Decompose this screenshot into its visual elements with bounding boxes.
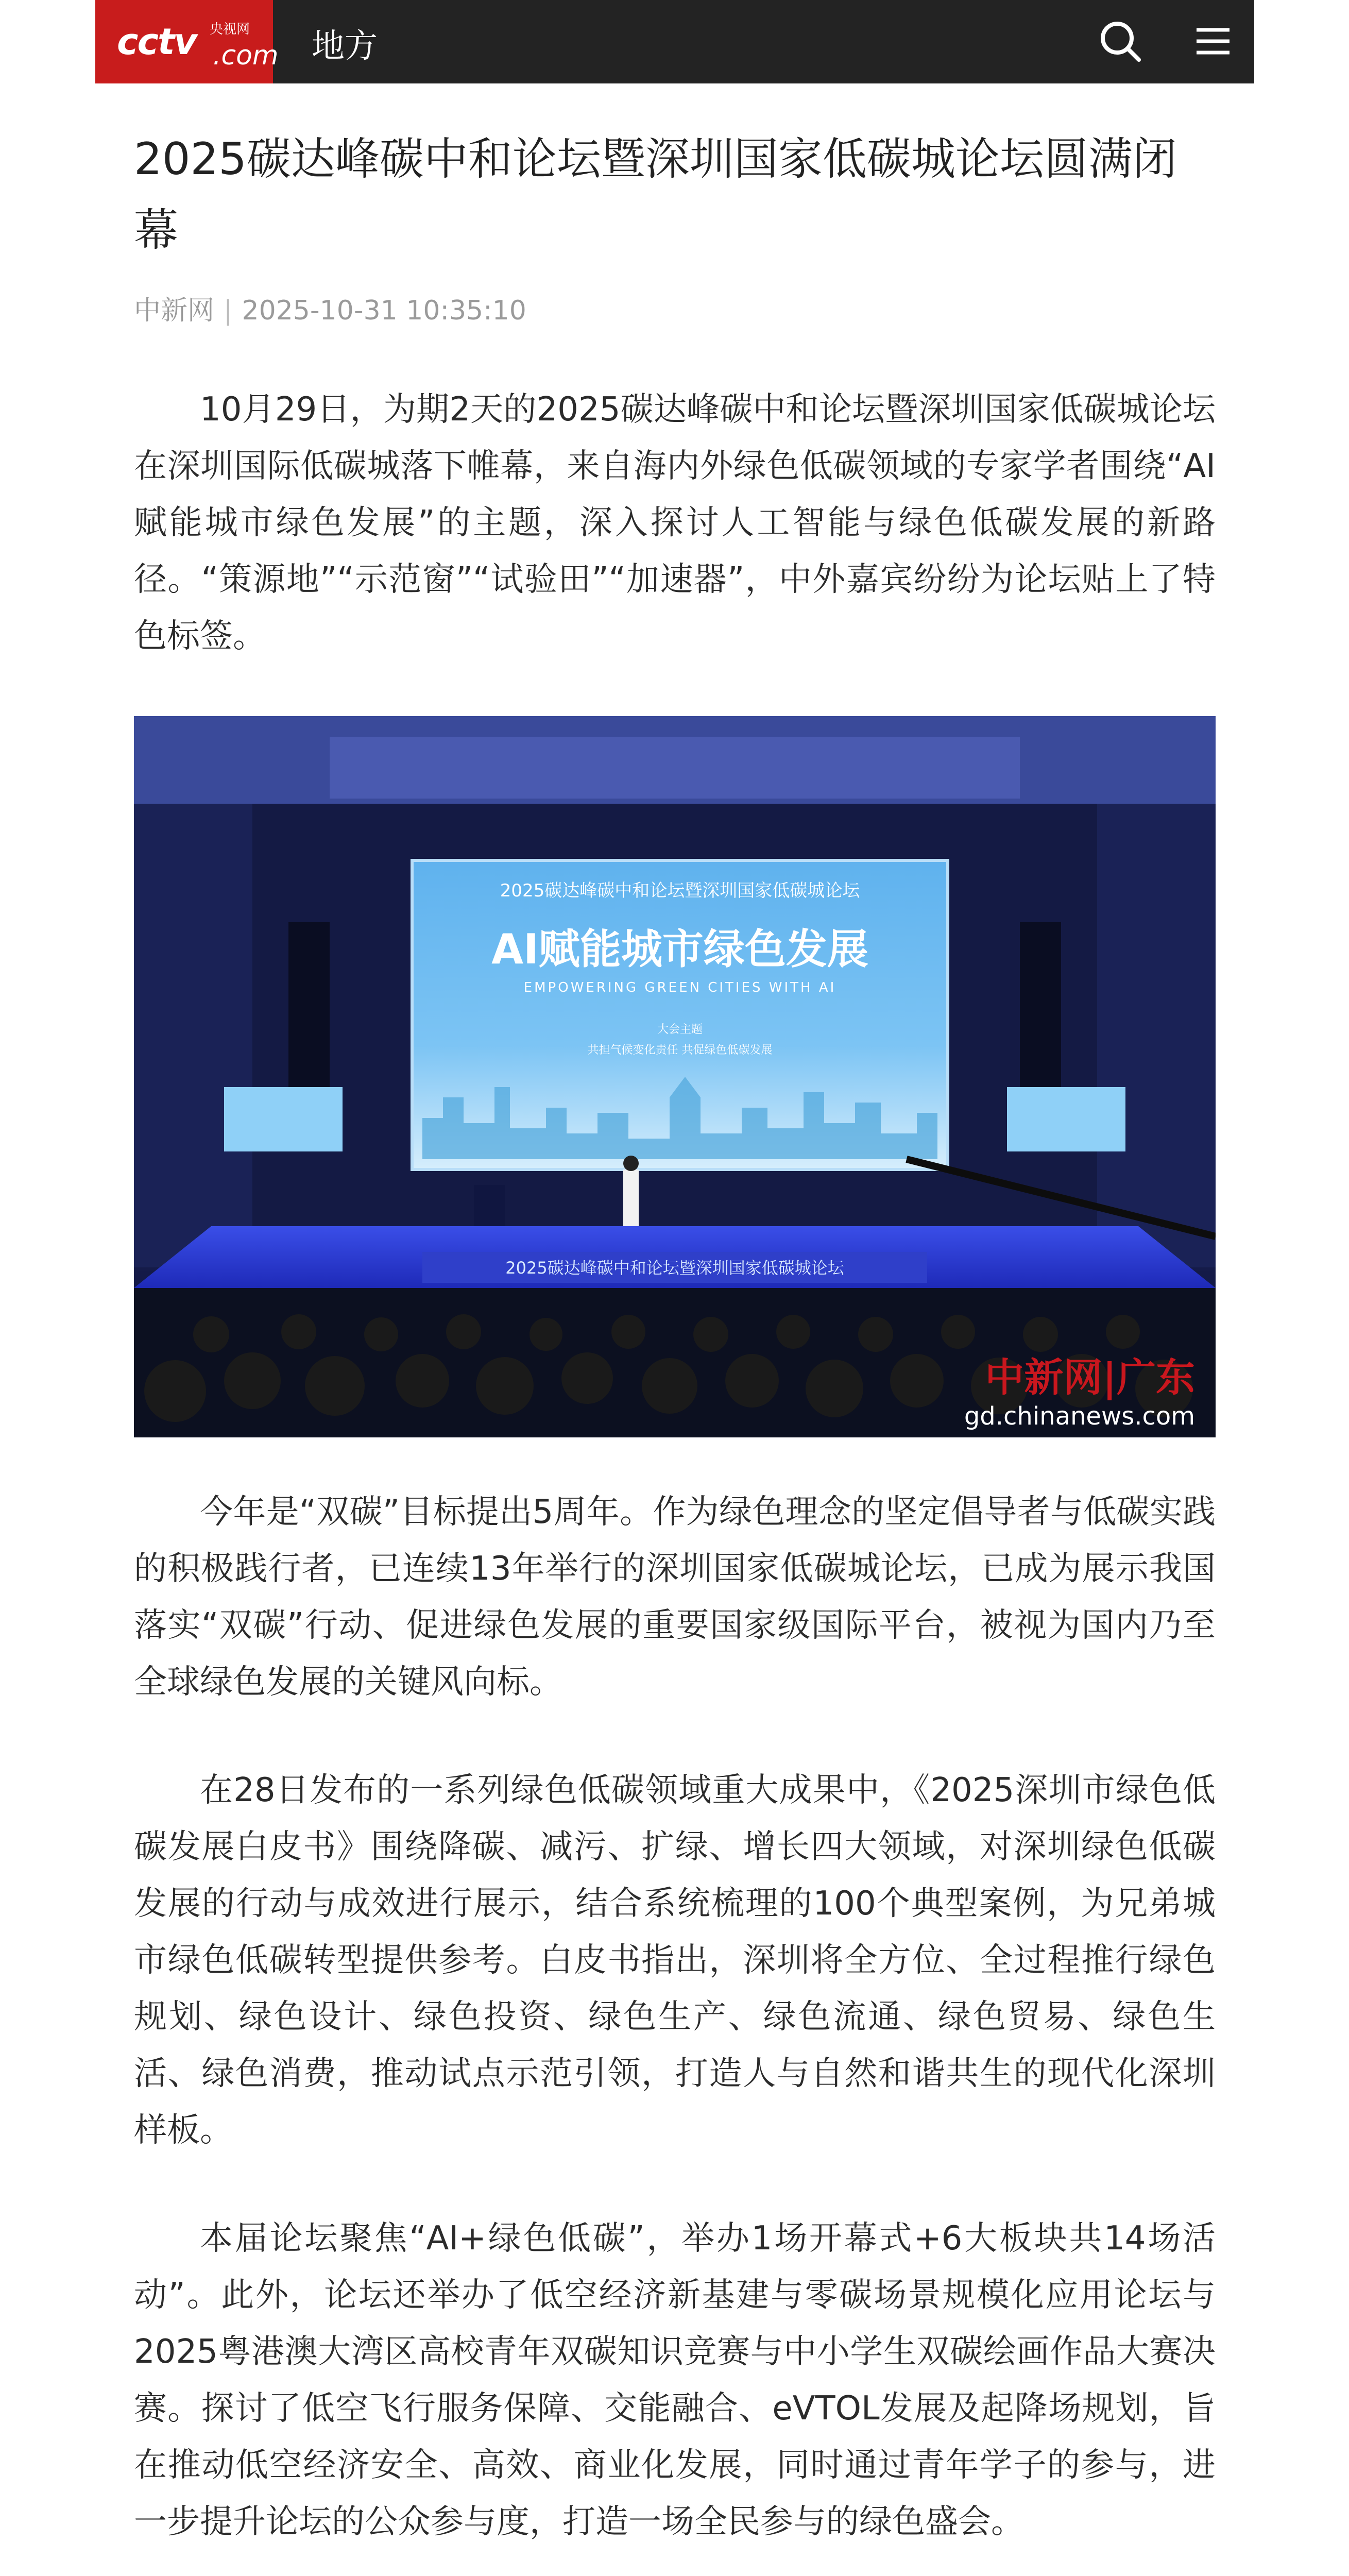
logo-wordmark: cctv — [117, 21, 197, 63]
presenter — [623, 1170, 639, 1226]
right-speaker — [1020, 922, 1061, 1087]
article-paragraph: 本届论坛聚焦“AI+绿色低碳”，举办1场开幕式+6大板块共14场活动”。此外，论坛还举办了低空经济新基建与零碳场景规模化应用论坛与2025粤港澳大湾区高校青年双碳知识竞赛与中小学生双碳绘画作品大赛决赛。探讨了低空飞行服务保障、交能融合、eVTOL发展及起降场规划，旨在推动低空经济安全、高效、商业化发展，同时通过青年学子的参与，进一步提升论坛的公众参与度，打造一场全民参与的绿色盛会。 — [134, 2219, 1216, 2541]
meta-separator: | — [224, 295, 233, 326]
article-photo[interactable] — [134, 716, 1216, 1437]
left-speaker — [288, 922, 330, 1087]
article-paragraph: 今年是“双碳”目标提出5周年。作为绿色理念的坚定倡导者与低碳实践的积极践行者，已连续13年举行的深圳国家低碳城论坛，已成为展示我国落实“双碳”行动、促进绿色发展的重要国家级国际平台，被视为国内乃至全球绿色发展的关键风向标。 — [134, 1493, 1216, 1701]
logo-domain: .com — [213, 40, 279, 71]
article-datetime: 2025-10-31 10:35:10 — [242, 295, 526, 326]
left-wall — [134, 804, 252, 1267]
screen-line1: 2025碳达峰碳中和论坛暨深圳国家低碳城论坛 — [500, 880, 860, 901]
search-icon[interactable] — [1095, 15, 1146, 67]
right-side-screen — [1007, 1087, 1125, 1151]
watermark-url: gd.chinanews.com — [964, 1402, 1195, 1431]
right-wall — [1097, 804, 1216, 1267]
cctv-logo[interactable] — [95, 0, 279, 83]
article-title: 2025碳达峰碳中和论坛暨深圳国家低碳城论坛圆满闭幕 — [134, 133, 1177, 256]
channel-title[interactable]: 地方 — [312, 27, 378, 65]
top-nav-bar — [95, 0, 1254, 83]
ceiling-panel — [330, 737, 1020, 799]
presenter-head — [623, 1156, 639, 1171]
article-paragraph: 在28日发布的一系列绿色低碳领域重大成果中，《2025深圳市绿色低碳发展白皮书》围绕降碳、减污、扩绿、增长四大领域，对深圳绿色低碳发展的行动与成效进行展示，结合系统梳理的100个典型案例，为兄弟城市绿色低碳转型提供参考。白皮书指出，深圳将全方位、全过程推行绿色规划、绿色设计、绿色投资、绿色生产、绿色流通、绿色贸易、绿色生活、绿色消费，推动试点示范引领，打造人与自然和谐共生的现代化深圳样板。 — [134, 1771, 1216, 2149]
screen-theme: 共担气候变化责任 共促绿色低碳发展 — [587, 1044, 773, 1057]
article-source[interactable]: 中新网 — [134, 295, 215, 326]
podium — [474, 1185, 505, 1226]
watermark-logo: 中新网|广东 — [985, 1354, 1195, 1400]
menu-icon[interactable] — [1187, 15, 1239, 67]
screen-subtitle: EMPOWERING GREEN CITIES WITH AI — [523, 980, 836, 995]
left-side-screen — [224, 1087, 343, 1151]
screen-title: AI赋能城市绿色发展 — [491, 925, 868, 973]
screen-theme-label: 大会主题 — [657, 1023, 703, 1036]
article-paragraph: 10月29日，为期2天的2025碳达峰碳中和论坛暨深圳国家低碳城论坛在深圳国际低碳城落下帷幕，来自海内外绿色低碳领域的专家学者围绕“AI赋能城市绿色发展”的主题，深入探讨人工智能与绿色低碳发展的新路径。“策源地”“示范窗”“试验田”“加速器”，中外嘉宾纷纷为论坛贴上了特色标签。 — [134, 391, 1216, 655]
logo-subtext: 央视网 — [210, 22, 250, 37]
article-meta — [134, 289, 526, 327]
stage-banner-text: 2025碳达峰碳中和论坛暨深圳国家低碳城论坛 — [505, 1258, 844, 1278]
